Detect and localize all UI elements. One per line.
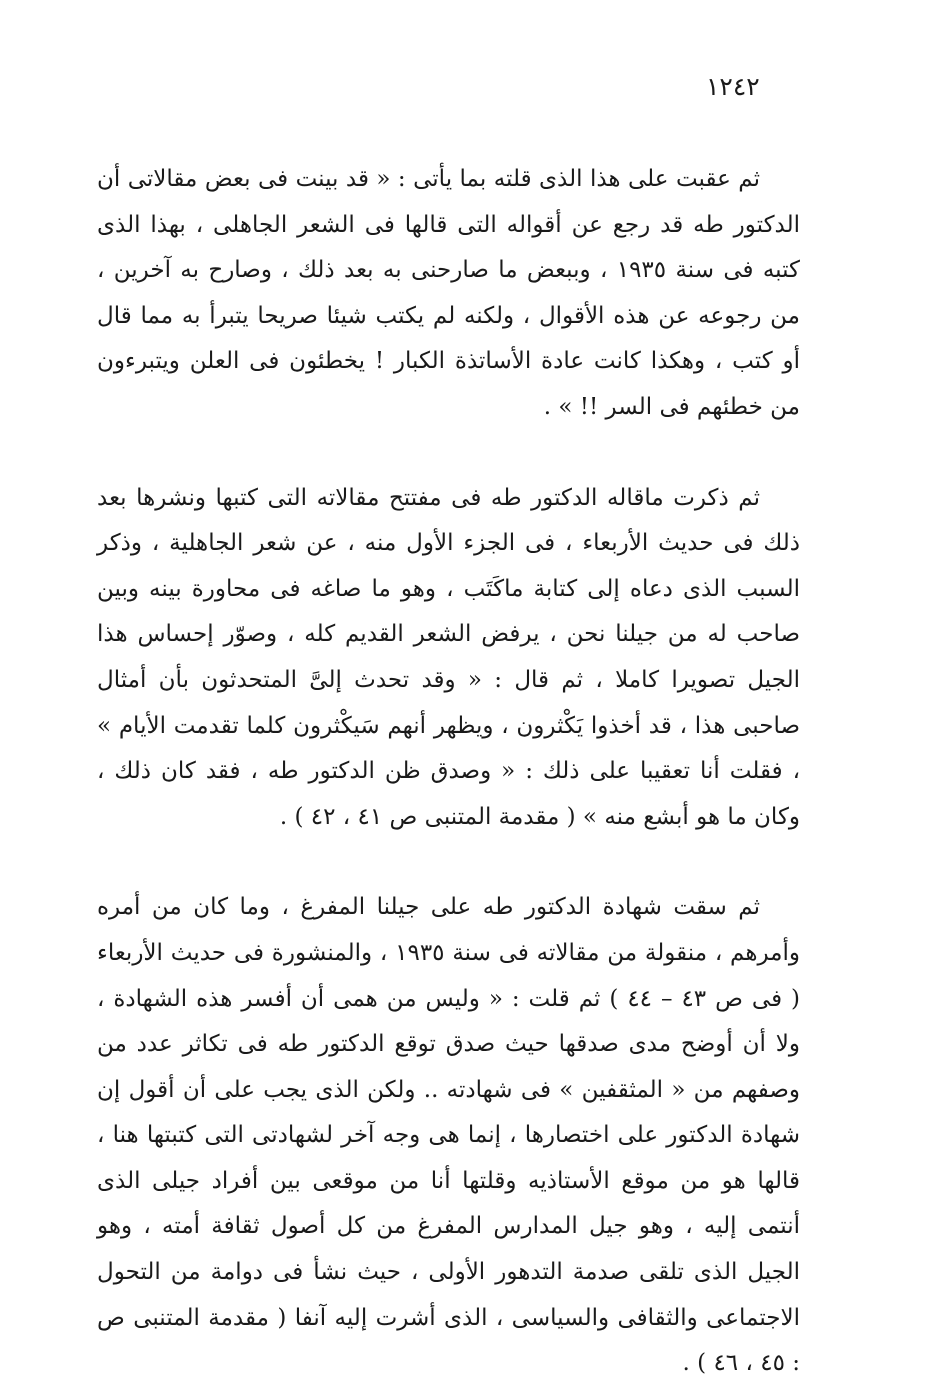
paragraph-2: ثم ذكرت ماقاله الدكتور طه فى مفتتح مقالاته التى كتبها ونشرها بعد ذلك فى حديث الأربعاء ، فى الجزء الأول منه ، عن شعر الجاهلية ، وذكر السبب الذى دعاه إلى كتابة ماكَتَب ، وهو ما صاغه فى محاورة بينه وبين صاحب له من جيلنا نحن ، يرفض الشعر القديم كله ، وصوّر إحساس هذا الجيل تصويرا كاملا ، ثم قال : « وقد تحدث إلىَّ المتحدثون بأن أمثال صاحبى هذا ، قد أخذوا يَكْثرون ، ويظهر أنهم سَيكْثرون كلما تقدمت الأيام » ، فقلت أنا تعقيبا على ذلك : « وصدق ظن الدكتور طه ، فقد كان ذلك ، وكان ما هو أبشع منه » ( مقدمة المتنبى ص ٤١ ، ٤٢ ) .: [97, 484, 800, 830]
paragraph-3: ثم سقت شهادة الدكتور طه على جيلنا المفرغ ، وما كان من أمره وأمرهم ، منقولة من مقالاته فى سنة ١٩٣٥ ، والمنشورة فى حديث الأربعاء ( فى ص ٤٣ – ٤٤ ) ثم قلت : « وليس من همى أن أفسر هذه الشهادة ، ولا أن أوضح مدى صدقها حيث صدق توقع الدكتور طه فى تكاثر عدد من وصفهم من « المثقفين » فى شهادته .. ولكن الذى يجب على أن أقول إن شهادة الدكتور على اختصارها ، إنما هى وجه آخر لشهادتى التى كتبتها هنا ، قالها هو من موقع الأستاذيه وقلتها أنا من موقعى بين أفراد جيلى الذى أنتمى إليه ، وهو جيل المدارس المفرغ من كل أصول ثقافة أمته ، وهو الجيل الذى تلقى صدمة التدهور الأولى ، حيث نشأ فى دوامة من التحول الاجتماعى والثقافى والسياسى ، الذى أشرت إليه آنفا ( مقدمة المتنبى ص : ٤٥ ، ٤٦ ) .: [97, 894, 800, 1377]
paragraph-1: ثم عقبت على هذا الذى قلته بما يأتى : « قد بينت فى بعض مقالاتى أن الدكتور طه قد رجع عن أقواله التى قالها فى الشعر الجاهلى ، بهذا الذى كتبه فى سنة ١٩٣٥ ، وببعض ما صارحنى به بعد ذلك ، وصارح به آخرين ، من رجوعه عن هذه الأقوال ، ولكنه لم يكتب شيئا صريحا يتبرأ به مما قال أو كتب ، وهكذا كانت عادة الأساتذة الكبار ! يخطئون فى العلن ويتبرءون من خطئهم فى السر !! » .: [97, 166, 800, 420]
body-text: [97, 157, 800, 1387]
page-number: ١٢٤٢: [706, 72, 760, 101]
